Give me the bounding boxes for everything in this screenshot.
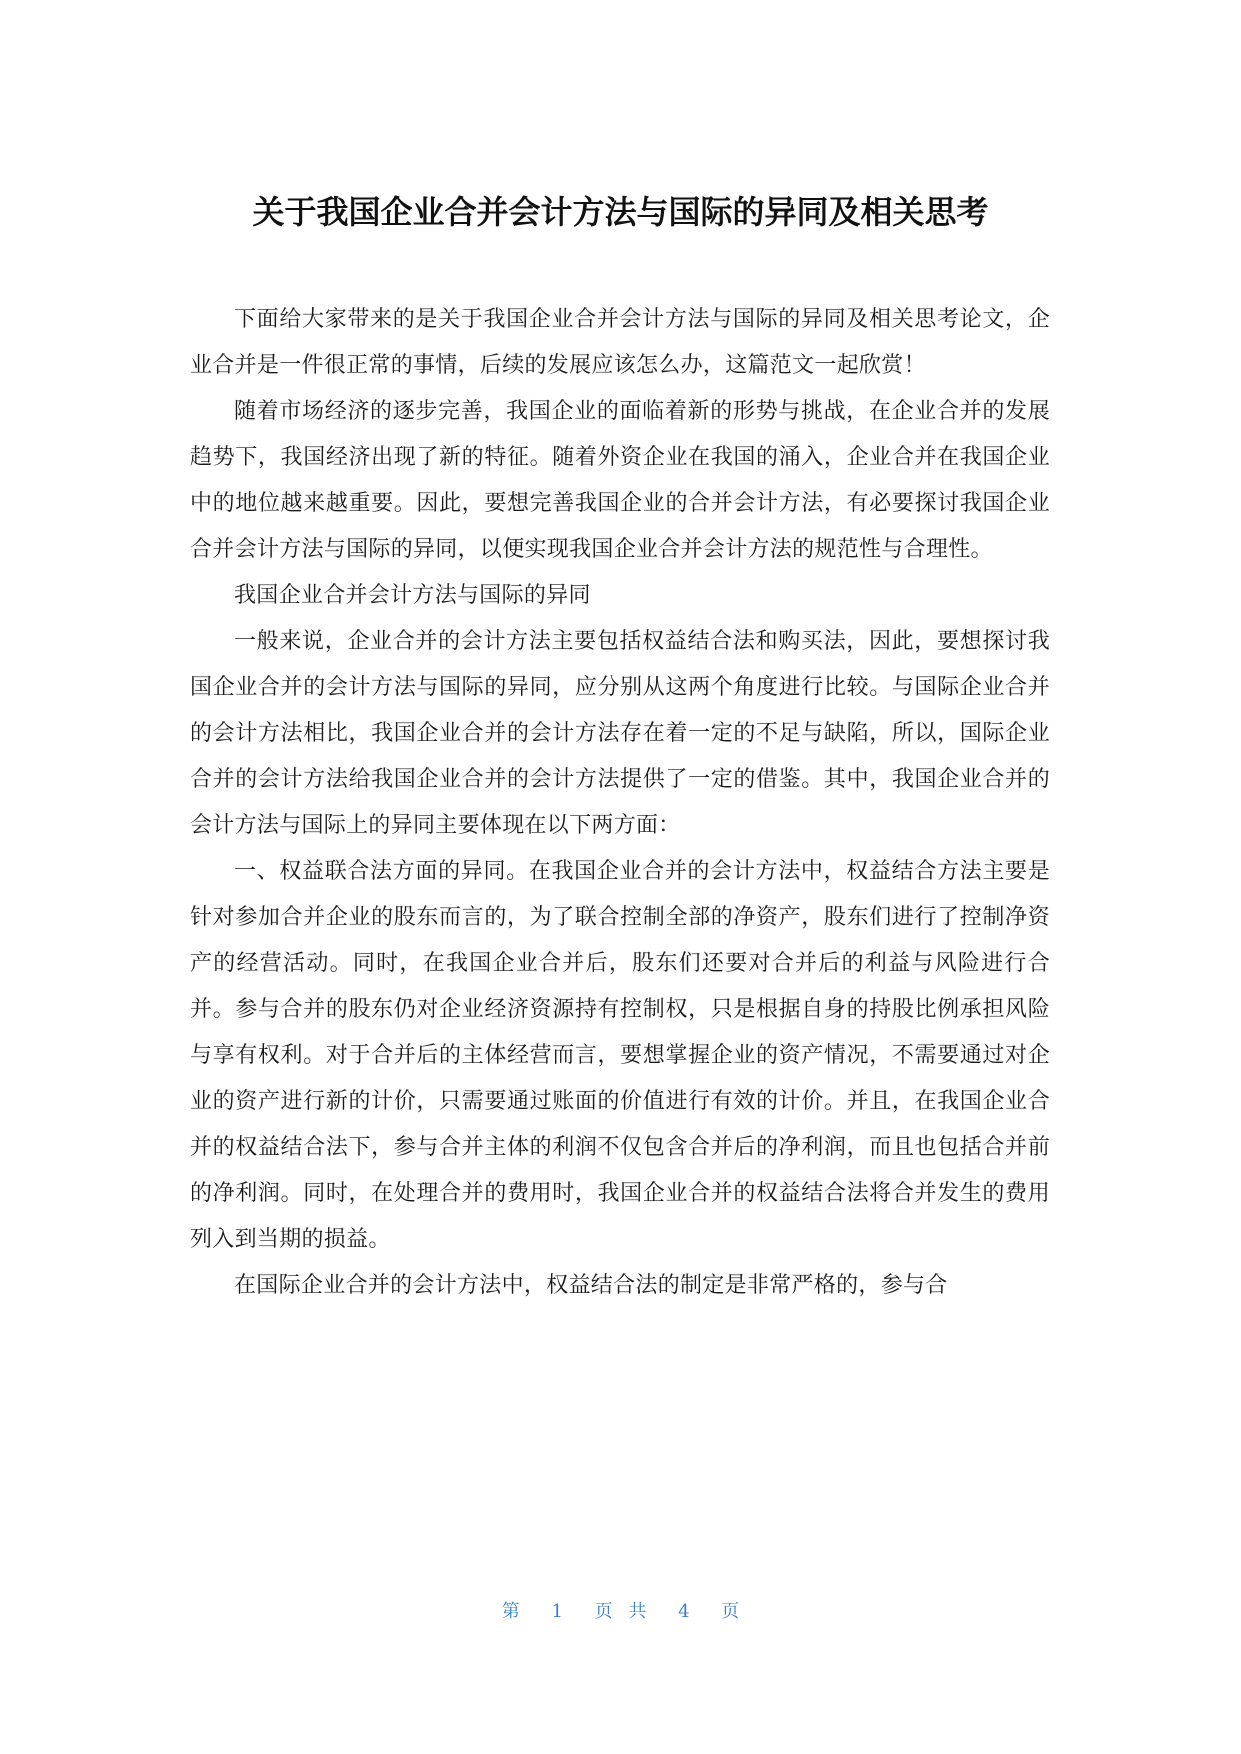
paragraph-intro: 下面给大家带来的是关于我国企业合并会计方法与国际的异同及相关思考论文，企业合并是一件很正常的事情，后续的发展应该怎么办，这篇范文一起欣赏！ bbox=[190, 307, 1050, 378]
paragraph-overview: 一般来说，企业合并的会计方法主要包括权益结合法和购买法，因此，要想探讨我国企业合并的会计方法与国际的异同，应分别从这两个角度进行比较。与国际企业合并的会计方法相比，我国企业合并的会计方法存在着一定的不足与缺陷，所以，国际企业合并的会计方法给我国企业合并的会计方法提供了一定的借鉴。其中，我国企业合并的会计方法与国际上的异同主要体现在以下两方面： bbox=[190, 629, 1050, 838]
footer-page-label: 第 bbox=[501, 1601, 520, 1622]
document-title: 关于我国企业合并会计方法与国际的异同及相关思考 bbox=[252, 193, 989, 231]
section-heading: 我国企业合并会计方法与国际的异同 bbox=[234, 583, 591, 608]
footer-of-label: 页 共 bbox=[594, 1601, 647, 1622]
document-body bbox=[190, 297, 1050, 1309]
footer-total-pages: 4 bbox=[678, 1601, 690, 1622]
footer-pages-label: 页 bbox=[721, 1601, 740, 1622]
paragraph-background: 随着市场经济的逐步完善，我国企业的面临着新的形势与挑战，在企业合并的发展趋势下，我国经济出现了新的特征。随着外资企业在我国的涌入，企业合并在我国企业中的地位越来越重要。因此，要想完善我国企业的合并会计方法，有必要探讨我国企业合并会计方法与国际的异同，以便实现我国企业合并会计方法的规范性与合理性。 bbox=[190, 399, 1050, 562]
footer-current-page: 1 bbox=[551, 1601, 563, 1622]
paragraph-international: 在国际企业合并的会计方法中，权益结合法的制定是非常严格的，参与合 bbox=[234, 1273, 948, 1298]
page-footer bbox=[0, 1598, 1241, 1626]
paragraph-pooling-method: 一、权益联合法方面的异同。在我国企业合并的会计方法中，权益结合方法主要是针对参加合并企业的股东而言的，为了联合控制全部的净资产，股东们进行了控制净资产的经营活动。同时，在我国企业合并后，股东们还要对合并后的利益与风险进行合并。参与合并的股东仍对企业经济资源持有控制权，只是根据自身的持股比例承担风险与享有权利。对于合并后的主体经营而言，要想掌握企业的资产情况，不需要通过对企业的资产进行新的计价，只需要通过账面的价值进行有效的计价。并且，在我国企业合并的权益结合法下，参与合并主体的利润不仅包含合并后的净利润，而且也包括合并前的净利润。同时，在处理合并的费用时，我国企业合并的权益结合法将合并发生的费用列入到当期的损益。 bbox=[190, 859, 1050, 1252]
